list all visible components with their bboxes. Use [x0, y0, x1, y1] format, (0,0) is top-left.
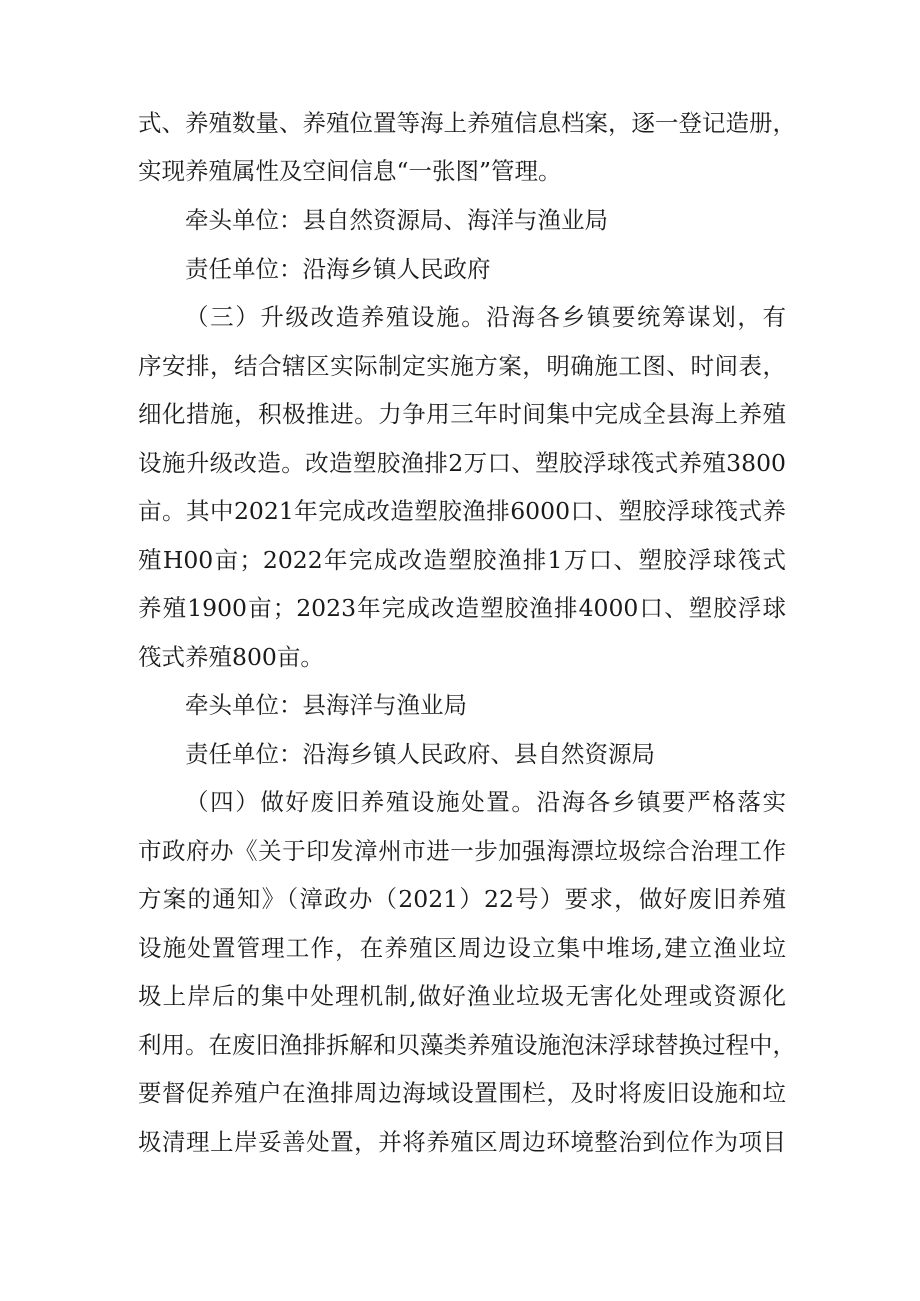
paragraph-line: 圾上岸后的集中处理机制,做好渔业垃圾无害化处理或资源化 — [138, 982, 786, 1010]
paragraph-line: 设施升级改造。改造塑胶渔排2万口、塑胶浮球筏式养殖3800 — [138, 449, 786, 477]
paragraph-line: 市政府办《关于印发漳州市进一步加强海漂垃圾综合治理工作 — [138, 837, 786, 865]
paragraph-line: 设施处置管理工作，在养殖区周边设立集中堆场,建立渔业垃 — [138, 934, 786, 962]
paragraph-line: 实现养殖属性及空间信息“一张图”管理。 — [138, 157, 562, 185]
paragraph-line: 圾清理上岸妥善处置，并将养殖区周边环境整治到位作为项目 — [138, 1128, 786, 1156]
paragraph-line: 殖H00亩；2022年完成改造塑胶渔排1万口、塑胶浮球筏式 — [138, 546, 786, 574]
paragraph-line: 养殖1900亩；2023年完成改造塑胶渔排4000口、塑胶浮球 — [138, 594, 786, 622]
paragraph-line: 亩。其中2021年完成改造塑胶渔排6000口、塑胶浮球筏式养 — [138, 497, 786, 525]
paragraph-line: 要督促养殖户在渔排周边海域设置围栏，及时将废旧设施和垃 — [138, 1079, 786, 1107]
responsible-unit-line: 责任单位：沿海乡镇人民政府、县自然资源局 — [185, 740, 655, 768]
paragraph-line: 细化措施，积极推进。力争用三年时间集中完成全县海上养殖 — [138, 400, 786, 428]
paragraph-line: 筏式养殖800亩。 — [138, 643, 324, 671]
section-heading-line: （三）升级改造养殖设施。沿海各乡镇要统筹谋划，有 — [185, 303, 786, 331]
paragraph-line: 式、养殖数量、养殖位置等海上养殖信息档案，逐一登记造册， — [138, 109, 796, 137]
lead-unit-line: 牵头单位：县自然资源局、海洋与渔业局 — [185, 206, 608, 234]
paragraph-line: 利用。在废旧渔排拆解和贝藻类养殖设施泡沫浮球替换过程中， — [138, 1031, 796, 1059]
section-heading-line: （四）做好废旧养殖设施处置。沿海各乡镇要严格落实 — [185, 788, 786, 816]
lead-unit-line: 牵头单位：县海洋与渔业局 — [185, 691, 467, 719]
paragraph-line: 序安排，结合辖区实际制定实施方案，明确施工图、时间表， — [138, 352, 786, 380]
responsible-unit-line: 责任单位：沿海乡镇人民政府 — [185, 255, 491, 283]
paragraph-line: 方案的通知》（漳政办（2021）22号）要求，做好废旧养殖 — [138, 885, 786, 913]
